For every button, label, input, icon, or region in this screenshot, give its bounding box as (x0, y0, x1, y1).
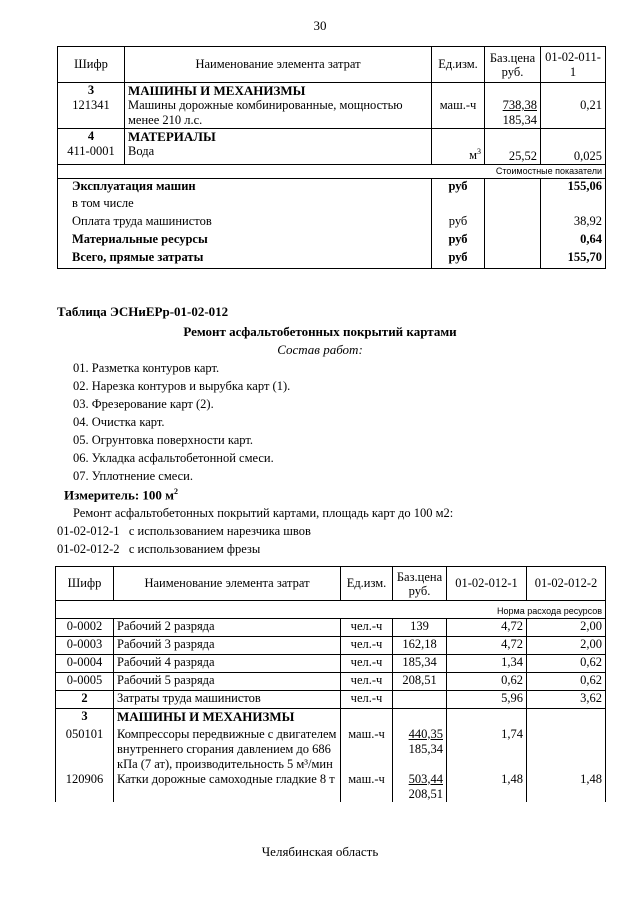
col-header-price: Баз.цена руб. (485, 47, 541, 83)
section-row: 3 МАШИНЫ И МЕХАНИЗМЫ (56, 709, 606, 727)
col-header-code: Шифр (56, 567, 114, 601)
col-header-unit: Ед.изм. (341, 567, 393, 601)
list-item: 07. Уплотнение смеси. (73, 469, 193, 483)
list-item: 03. Фрезерование карт (2). (73, 397, 214, 411)
table-row: 120906 Катки дорожные самоходные гладкие 8 т маш.-ч 503,44 208,51 1,48 1,48 (56, 772, 606, 802)
col-header-norm-2: 01-02-012-2 (527, 567, 606, 601)
col-header-code: Шифр (58, 47, 125, 83)
col-header-norm-1: 01-02-012-1 (447, 567, 527, 601)
meter-label: Измеритель: 100 $м^2$ (64, 487, 179, 503)
col-header-unit: Ед.изм. (432, 47, 485, 83)
table-row: 0-0003 Рабочий 3 разряда чел.-ч 162,18 4,72 2,00 (56, 637, 606, 655)
cost-table-1 (57, 46, 606, 269)
col-header-norm: 01-02-011-1 (541, 47, 606, 83)
list-item: 01. Разметка контуров карт. (73, 361, 220, 375)
table-row: 0-0002 Рабочий 2 разряда чел.-ч 139 4,72 2,00 (56, 619, 606, 637)
variant-row: 01-02-012-2 с использованием фрезы (57, 542, 261, 556)
description: Ремонт асфальтобетонных покрытий картами, площадь карт до 100 м2: (73, 506, 454, 520)
table-row: 121341 Машины дорожные комбинированные, мощностью менее 210 л.с. маш.-ч 738,38 185,34 0,21 (58, 98, 606, 129)
summary-row: Эксплуатация машин руб 155,06 (58, 178, 606, 196)
band-row: Стоимостные показатели (58, 164, 606, 178)
summary-row: Материальные ресурсы руб 0,64 (58, 232, 606, 250)
band-row: Норма расхода ресурсов (56, 601, 606, 619)
list-item: 06. Укладка асфальтобетонной смеси. (73, 451, 274, 465)
col-header-price: Баз.цена руб. (393, 567, 447, 601)
works-list (73, 361, 573, 491)
summary-row: в том числе (58, 196, 606, 214)
resource-table-2 (55, 566, 606, 802)
page-number: 30 (313, 18, 327, 33)
list-item: 05. Огрунтовка поверхности карт. (73, 433, 253, 447)
table-row: 050101 Компрессоры передвижные с двигателем внутреннего сгорания давлением до 686 кПа (7 ат), производительность 5 м³/мин маш.-ч 440,35 185,34 1,74 (56, 727, 606, 772)
table-row: 411-0001 Вода $м^3$ 25,52 0,025 (58, 144, 606, 164)
section-subtitle: Состав работ: (277, 342, 363, 357)
table-label: Таблица ЭСНиЕРр-01-02-012 (57, 304, 229, 319)
variant-row: 01-02-012-1 с использованием нарезчика швов (57, 524, 311, 538)
col-header-name: Наименование элемента затрат (125, 47, 432, 83)
col-header-name: Наименование элемента затрат (114, 567, 341, 601)
footer-region: Челябинская область (261, 844, 379, 859)
section-row: 4 МАТЕРИАЛЫ (58, 129, 606, 145)
machinist-row: 2 Затраты труда машинистов чел.-ч 5,96 3,62 (56, 691, 606, 709)
summary-row: Всего, прямые затраты руб 155,70 (58, 250, 606, 268)
list-item: 04. Очистка карт. (73, 415, 165, 429)
table-row: 0-0004 Рабочий 4 разряда чел.-ч 185,34 1,34 0,62 (56, 655, 606, 673)
summary-row: Оплата труда машинистов руб 38,92 (58, 214, 606, 232)
table-row: 0-0005 Рабочий 5 разряда чел.-ч 208,51 0,62 0,62 (56, 673, 606, 691)
section-row: 3 МАШИНЫ И МЕХАНИЗМЫ (58, 83, 606, 99)
section-title: Ремонт асфальтобетонных покрытий картами (183, 324, 457, 339)
list-item: 02. Нарезка контуров и вырубка карт (1). (73, 379, 291, 393)
